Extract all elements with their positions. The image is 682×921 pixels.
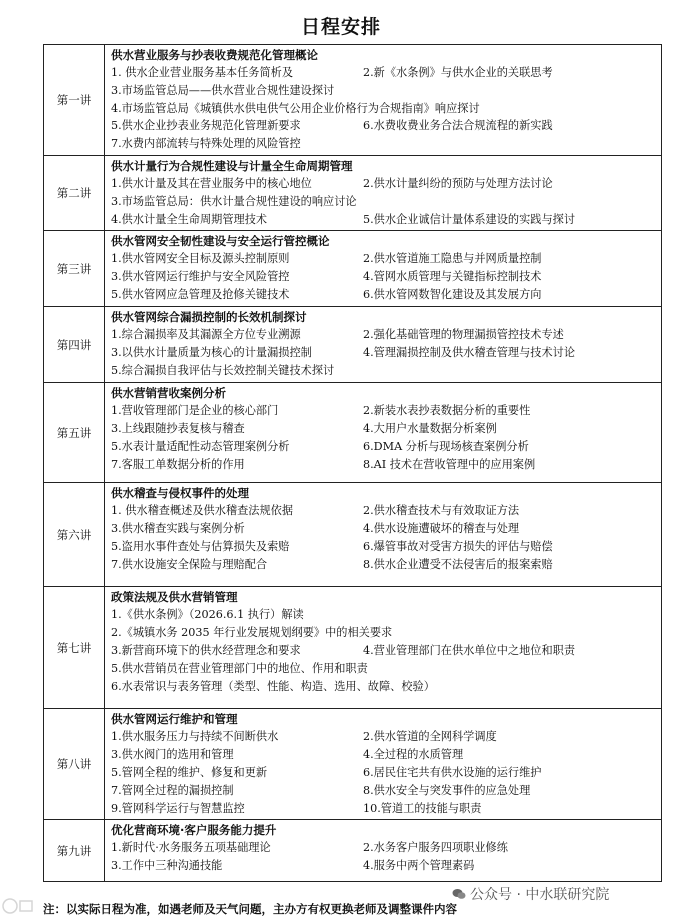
lecture-item: 5.供水管网应急管理及抢修关键技术 (111, 287, 290, 301)
lecture-item: 4.市场监管总局《城镇供水供电供气公用企业价格行为合规指南》响应探讨 (111, 101, 480, 115)
lecture-content (105, 709, 662, 820)
lecture-item: 1.《供水条例》（2026.6.1 执行）解读 (111, 608, 304, 622)
lecture-label: 第八讲 (44, 709, 105, 820)
lecture-item: 1.综合漏损率及其漏源全方位专业溯源 (111, 328, 301, 342)
lecture-item: 5.盗用水事件查处与估算损失及索赔 (111, 539, 290, 553)
lecture-label: 第五讲 (44, 383, 105, 483)
lecture-item: 1.新时代·水务服务五项基础理论 (111, 841, 271, 855)
lecture-content (105, 307, 662, 383)
lecture-row (44, 231, 662, 307)
lecture-row (44, 45, 662, 156)
lecture-item: 1. 供水企业营业服务基本任务简析及 (111, 66, 294, 79)
lecture-label: 第一讲 (44, 45, 105, 156)
lecture-item: 6.供水管网数智化建设及其发展方向 (363, 287, 542, 301)
lecture-row (44, 483, 662, 587)
lecture-item: 4.供水设施遭破坏的稽查与处理 (363, 522, 520, 536)
lecture-label: 第七讲 (44, 587, 105, 709)
lecture-items (111, 606, 657, 695)
lecture-row (44, 587, 662, 709)
lecture-item: 7.客服工单数据分析的作用 (111, 457, 245, 471)
wechat-icon (452, 888, 466, 900)
lecture-item: 3.以供水计量质量为核心的计量漏损控制 (111, 346, 312, 360)
lecture-item: 6.DMA 分析与现场核查案例分析 (363, 439, 529, 453)
lecture-items (111, 502, 657, 573)
lecture-item: 1. 供水稽查概述及供水稽查法规依据 (111, 504, 294, 518)
lecture-row (44, 307, 662, 383)
lecture-item: 3.供水管网运行维护与安全风险管控 (111, 270, 290, 284)
lecture-items (111, 250, 657, 303)
lecture-item: 4.大用户水量数据分析案例 (363, 422, 497, 436)
lecture-item: 6.爆管事故对受害方损失的评估与赔偿 (363, 539, 553, 553)
lecture-item: 1.供水计量及其在营业服务中的核心地位 (111, 176, 312, 190)
lecture-item: 3.工作中三种沟通技能 (111, 859, 223, 873)
lecture-item: 4.服务中两个管理素码 (363, 859, 475, 873)
lecture-item: 2.供水稽查技术与有效取证方法 (363, 504, 520, 518)
lecture-items (111, 839, 657, 875)
lecture-items (111, 175, 657, 228)
lecture-row (44, 709, 662, 820)
lecture-item: 5.供水企业抄表业务规范化管理新要求 (111, 119, 301, 133)
footer-note: 注：以实际日程为准，如遇老师及天气问题，主办方有权更换老师及调整课件内容 (43, 902, 457, 916)
lecture-item: 5.供水营销员在营业管理部门中的地位、作用和职责 (111, 661, 368, 675)
lecture-item: 4.管理漏损控制及供水稽查管理与技术讨论 (363, 346, 576, 360)
lecture-label: 第二讲 (44, 155, 105, 230)
lecture-items (111, 326, 657, 379)
lecture-item: 10.管道工的技能与职责 (363, 801, 482, 815)
lecture-item: 6.水费收费业务合法合规流程的新实践 (363, 119, 553, 133)
lecture-item: 1.供水服务压力与持续不间断供水 (111, 730, 279, 744)
lecture-item: 6.水表常识与表务管理（类型、性能、构造、选用、故障、校验） (111, 679, 435, 693)
lecture-item: 2.新《水条例》与供水企业的关联思考 (363, 66, 553, 79)
lecture-item: 2.强化基础管理的物理漏损管控技术专述 (363, 328, 564, 342)
schedule-table (43, 44, 662, 882)
page-title: 日程安排 (300, 16, 381, 38)
lecture-content (105, 155, 662, 230)
lecture-title: 供水管网安全韧性建设与安全运行管控概论 (111, 234, 330, 249)
lecture-item: 2.《城镇水务 2035 年行业发展规划纲要》中的相关要求 (111, 626, 393, 640)
lecture-item: 2.水务客户服务四项职业修练 (363, 841, 508, 855)
lecture-label: 第三讲 (44, 231, 105, 307)
lecture-item: 4.营业管理部门在供水单位中之地位和职责 (363, 643, 576, 657)
lecture-title: 供水营销营收案例分析 (111, 386, 226, 401)
lecture-label: 第六讲 (44, 483, 105, 587)
lecture-content (105, 587, 662, 709)
lecture-item: 4.供水计量全生命周期管理技术 (111, 212, 268, 226)
lecture-content (105, 231, 662, 307)
lecture-title: 政策法规及供水营销管理 (111, 590, 238, 605)
lecture-title: 供水管网运行维护和管理 (111, 712, 238, 727)
lecture-items (111, 64, 657, 153)
lecture-item: 1.营收管理部门是企业的核心部门 (111, 404, 279, 418)
lecture-item: 7.水费内部流转与特殊处理的风险管控 (111, 137, 301, 151)
lecture-item: 5.管网全程的维护、修复和更新 (111, 765, 268, 779)
lecture-title: 供水稽查与侵权事件的处理 (111, 486, 249, 501)
lecture-row (44, 820, 662, 882)
lecture-item: 7.供水设施安全保险与理赔配合 (111, 557, 268, 571)
lecture-content (105, 483, 662, 587)
lecture-item: 2.供水管道施工隐患与并网质量控制 (363, 252, 542, 266)
lecture-row (44, 155, 662, 230)
lecture-content (105, 45, 662, 156)
lecture-item: 6.居民住宅共有供水设施的运行维护 (363, 765, 542, 779)
lecture-title: 供水管网综合漏损控制的长效机制探讨 (111, 310, 307, 325)
lecture-item: 8.供水企业遭受不法侵害后的报案索赔 (363, 557, 553, 571)
lecture-item: 5.水表计量适配性动态管理案例分析 (111, 439, 290, 453)
watermark-text: 公众号 · 中水联研究院 (470, 887, 610, 903)
lecture-title: 供水营业服务与抄表收费规范化管理概论 (111, 48, 318, 62)
lecture-item: 3.市场监管总局：供水计量合规性建设的响应讨论 (111, 194, 357, 208)
lecture-items (111, 402, 657, 473)
corner-watermark-logo (0, 896, 36, 916)
lecture-item: 3.新营商环境下的供水经营理念和要求 (111, 643, 301, 657)
lecture-item: 5.供水企业诚信计量体系建设的实践与探讨 (363, 212, 576, 226)
lecture-label: 第四讲 (44, 307, 105, 383)
lecture-label: 第九讲 (44, 820, 105, 882)
watermark (448, 884, 613, 904)
lecture-row (44, 383, 662, 483)
lecture-item: 4.全过程的水质管理 (363, 748, 464, 762)
lecture-title: 供水计量行为合规性建设与计量全生命周期管理 (111, 158, 353, 173)
lecture-title: 优化营商环境·客户服务能力提升 (111, 823, 277, 838)
lecture-items (111, 728, 657, 817)
lecture-item: 3.市场监管总局——供水营业合规性建设探讨 (111, 83, 335, 97)
lecture-item: 3.供水阀门的选用和管理 (111, 748, 234, 762)
lecture-item: 2.供水计量纠纷的预防与处理方法讨论 (363, 176, 553, 190)
lecture-item: 3.上线跟随抄表复核与稽查 (111, 422, 245, 436)
lecture-content (105, 383, 662, 483)
lecture-item: 5.综合漏损自我评估与长效控制关键技术探讨 (111, 363, 335, 377)
lecture-item: 2.供水管道的全网科学调度 (363, 730, 497, 744)
lecture-item: 9.管网科学运行与智慧监控 (111, 801, 245, 815)
lecture-item: 2.新装水表抄表数据分析的重要性 (363, 404, 531, 418)
lecture-content (105, 820, 662, 882)
lecture-item: 8.AI 技术在营收管理中的应用案例 (363, 457, 536, 471)
lecture-item: 4.管网水质管理与关键指标控制技术 (363, 270, 542, 284)
lecture-item: 3.供水稽查实践与案例分析 (111, 522, 245, 536)
lecture-item: 1.供水管网安全目标及源头控制原则 (111, 252, 290, 266)
lecture-item: 8.供水安全与突发事件的应急处理 (363, 783, 531, 797)
lecture-item: 7.管网全过程的漏损控制 (111, 783, 234, 797)
